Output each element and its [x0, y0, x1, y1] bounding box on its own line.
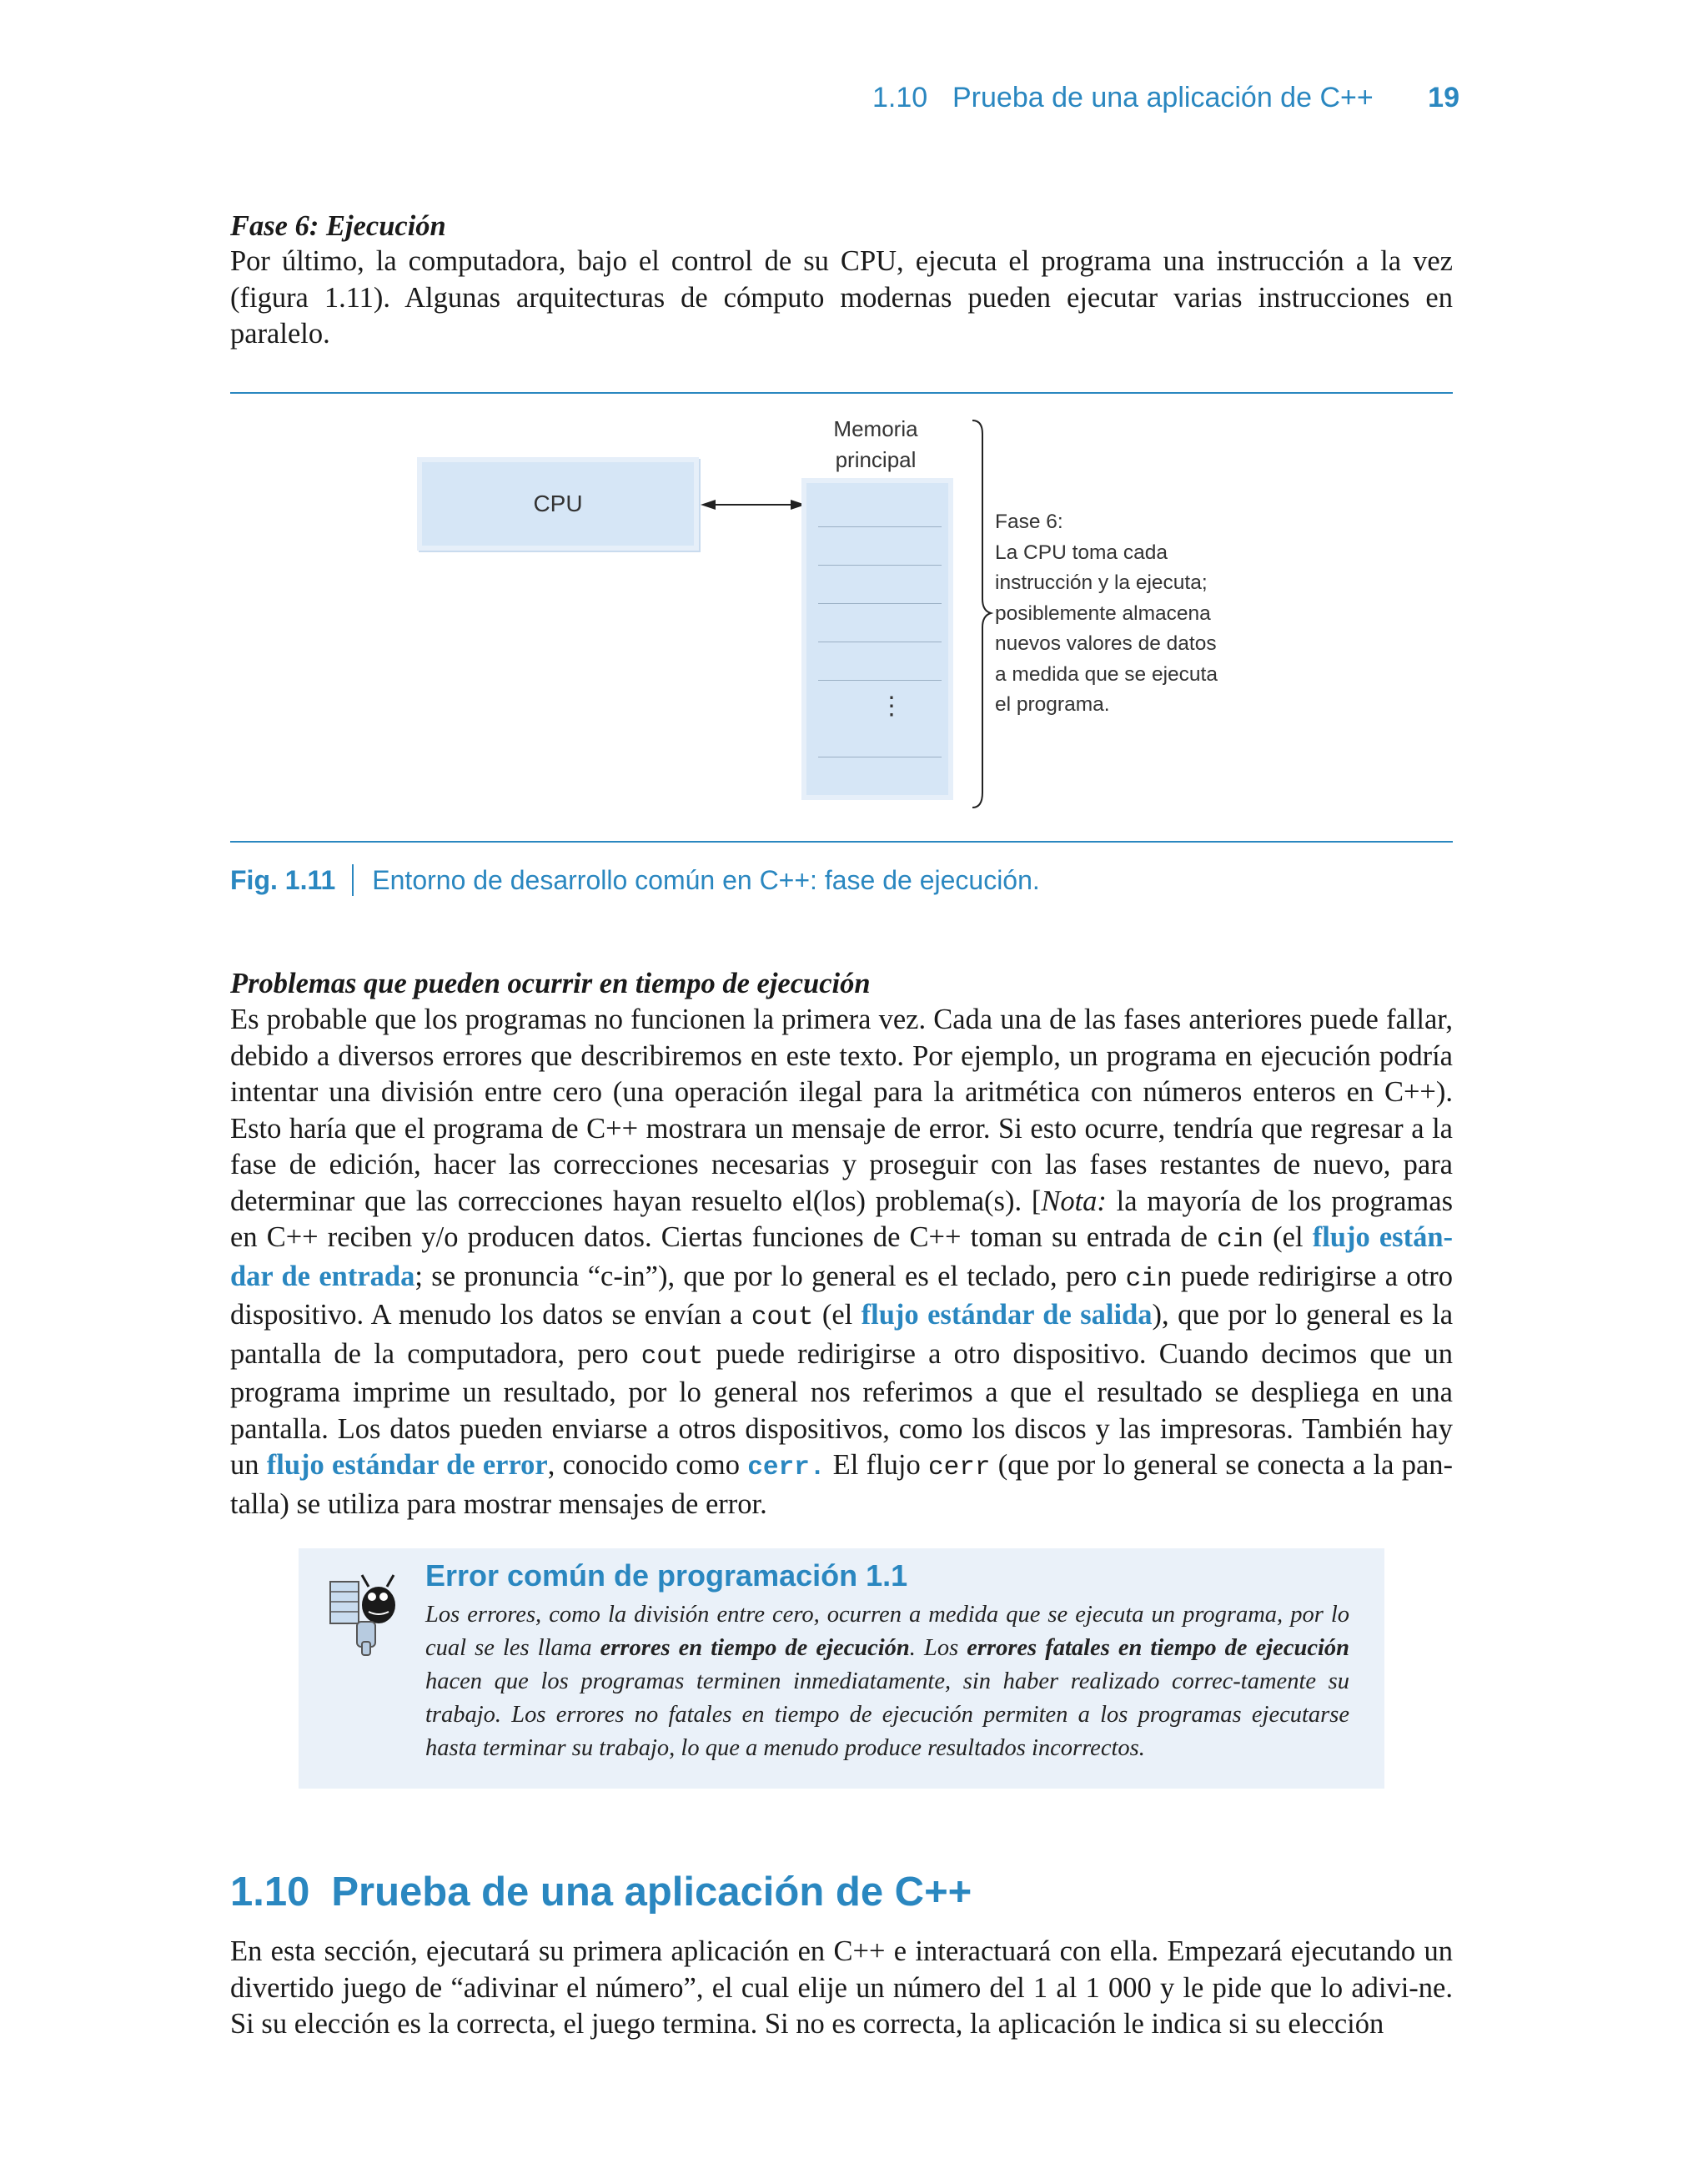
section-title: Prueba de una aplicación de C++	[331, 1870, 972, 1915]
figure-bottom-rule	[230, 841, 1453, 843]
code-cerr: cerr	[927, 1453, 991, 1482]
text-run: , conocido como	[547, 1449, 748, 1481]
phase-description-line: nuevos valores de datos	[995, 632, 1217, 655]
term-fatal-runtime-errors: errores fatales en tiempo de ejecución	[967, 1635, 1349, 1661]
term-standard-output: flujo estándar de salida	[861, 1299, 1153, 1331]
phase-description	[995, 507, 1218, 721]
main-memory-box	[801, 478, 953, 800]
common-programming-error-box	[299, 1548, 1384, 1789]
term-runtime-errors: errores en tiempo de ejecución	[600, 1635, 910, 1661]
note-label: Nota:	[1041, 1185, 1107, 1217]
figure-caption	[230, 864, 1040, 896]
phase-description-line: Fase 6:	[995, 511, 1063, 533]
term-standard-input: flujo están-dar de entrada	[230, 1221, 1454, 1292]
memory-cell-line	[818, 680, 942, 681]
memory-cell-line	[818, 603, 942, 604]
text-run: ; se pronuncia “c-in”), que por lo general es el teclado, pero	[414, 1260, 1126, 1292]
section-paragraph: En esta sección, ejecutará su primera aplicación en C++ e interactuará con ella. Empezará ejecutando un divertido juego de “adivinar el número”, el cual elije un número del 1 al 1 000 y le pide que lo adivi-ne. Si su elección es la correcta, el juego termina. Si no es correcta, la aplicación le indica si su elección	[230, 1935, 1453, 2040]
memory-cell-line	[818, 565, 942, 566]
error-box-title: Error común de programación 1.1	[425, 1558, 908, 1593]
code-cout: cout	[640, 1341, 704, 1371]
running-header-title: Prueba de una aplicación de C++	[952, 82, 1374, 113]
right-brace-icon	[967, 417, 1001, 811]
phase-description-line: instrucción y la ejecuta;	[995, 571, 1208, 594]
phase-description-line: el programa.	[995, 693, 1110, 716]
code-cout: cout	[751, 1303, 814, 1332]
runtime-problems-heading: Problemas que pueden ocurrir en tiempo de ejecución	[230, 968, 871, 999]
memory-label-line1: Memoria	[833, 416, 918, 441]
figure-1-11	[0, 0, 1708, 901]
fase6-paragraph: Por último, la computadora, bajo el control de su CPU, ejecuta el programa una instrucción a la vez (figura 1.11). Algunas arquitecturas de cómputo modernas pueden ejecutar varias instrucciones en paralelo.	[230, 245, 1453, 350]
cpu-box	[417, 457, 699, 551]
fase6-heading: Fase 6: Ejecución	[230, 210, 446, 242]
page-number: 19	[1428, 82, 1459, 113]
error-box-text	[425, 1598, 1349, 1765]
text-run: ), que por lo general es la pantalla de la computadora, pero	[230, 1299, 1454, 1370]
code-cerr: cerr.	[747, 1453, 826, 1482]
text-run: puede redirigirse a otro dispositivo. Cuando decimos que un programa imprime un resultado, por lo general nos referimos a que el resultado se despliega en una pantalla. Los datos pueden enviarse a otros dispositivos, como los discos y las impresoras. También hay un	[230, 1337, 1453, 1481]
phase-description-line: La CPU toma cada	[995, 541, 1168, 564]
figure-caption-text: Entorno de desarrollo común en C++: fase de ejecución.	[372, 865, 1040, 895]
bug-thumbs-down-icon	[325, 1570, 412, 1657]
figure-top-rule	[230, 392, 1453, 394]
text-run: puede redirigirse a otro dispositivo. A menudo los datos se envían a	[230, 1260, 1453, 1331]
memory-label-line2: principal	[835, 447, 917, 472]
text-run: Es probable que los programas no funcionen la primera vez. Cada una de las fases anteriores puede fallar, debido a diversos errores que describiremos en este texto. Por ejemplo, un programa en ejecución podría intentar una división entre cero (una operación ilegal para la aritmética con números enteros en C++). Esto haría que el programa de C++ mostrara un mensaje de error. Si esto ocurre, tendría que regresar a la fase de edición, hacer las correcciones necesarias y proseguir con las fases restantes de nuevo, para determinar que las correcciones hayan resuelto el(los) problema(s). [	[230, 1004, 1453, 1217]
ellipsis-dots: ⋮	[879, 692, 904, 720]
text-run: (el	[1263, 1221, 1313, 1253]
memory-label	[801, 414, 951, 476]
section-heading	[230, 1869, 972, 1915]
runtime-problems-paragraph	[230, 1002, 1453, 1522]
running-header	[867, 82, 1459, 118]
code-cin: cin	[1217, 1225, 1264, 1255]
text-run: El flujo	[825, 1449, 928, 1481]
caption-separator	[352, 864, 354, 896]
bidirectional-arrow-icon	[699, 492, 807, 517]
section-number: 1.10	[230, 1870, 310, 1915]
term-standard-error: flujo estándar de error	[266, 1449, 548, 1481]
memory-cell-line	[818, 526, 942, 527]
code-cin: cin	[1125, 1264, 1173, 1294]
text-run: la mayoría de los programas en C++ reciben y/o producen datos. Ciertas funciones de C++ toman su entrada de	[230, 1185, 1454, 1253]
text-run: Los errores, como la división entre cero, ocurren a medida que se ejecuta un programa, por lo cual se les llama	[425, 1602, 1349, 1661]
phase-description-line: a medida que se ejecuta	[995, 662, 1218, 686]
text-run: (que por lo general se conecta a la pan-talla) se utiliza para mostrar mensajes de error.	[230, 1449, 1454, 1520]
running-header-section-number: 1.10	[872, 82, 928, 113]
text-run: (el	[813, 1299, 862, 1331]
text-run: hacen que los programas terminen inmediatamente, sin haber realizado correc-tamente su trabajo. Los errores no fatales en tiempo de ejecución permiten a los programas ejecutarse hasta terminar su trabajo, lo que a menudo produce resultados incorrectos.	[425, 1668, 1349, 1761]
phase-description-line: posiblemente almacena	[995, 601, 1211, 625]
figure-caption-label: Fig. 1.11	[230, 865, 336, 895]
cpu-label: CPU	[533, 491, 583, 516]
text-run: . Los	[909, 1635, 967, 1661]
